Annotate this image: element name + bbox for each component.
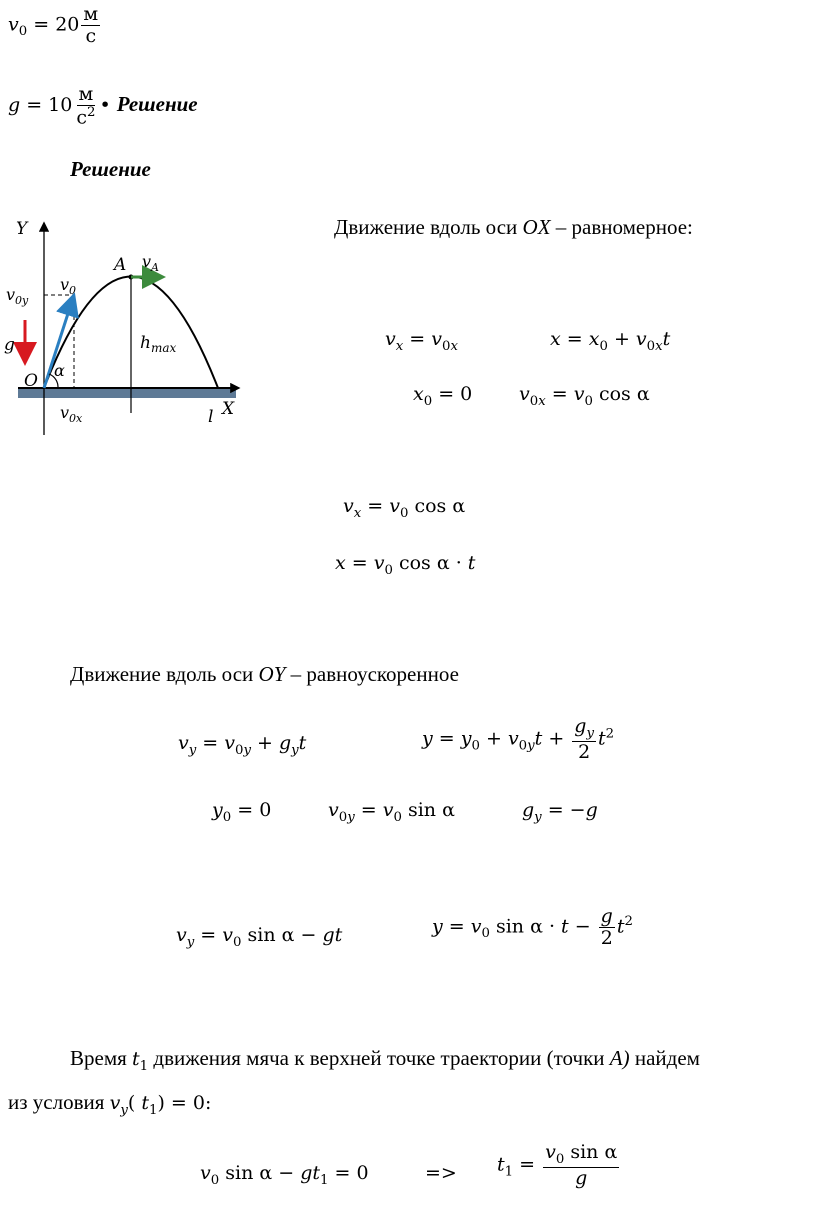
bullet-glyph: • xyxy=(99,94,111,117)
ground xyxy=(18,388,236,398)
svg-text:vA: $v_A$ xyxy=(142,252,159,274)
eq-v0y: $v_{0y} = v_0$ sin α xyxy=(328,799,455,825)
ox-motion-text: Движение вдоль оси OX – равномерное: xyxy=(334,215,693,239)
condition-text: из условия $v_y$( $t_1) = 0$: xyxy=(8,1090,212,1118)
eq-v0x: $v_{0x} = v_0$ cos α xyxy=(519,383,650,409)
hmax-label: $h_{max}$ xyxy=(140,333,177,355)
v0y-label: $v_{0y}$ xyxy=(6,285,29,307)
v0-label: $v_0$ xyxy=(60,275,77,297)
given-g: g = 10 $\frac{м}{с^2}$ • Решение xyxy=(8,83,198,129)
given-v0: $v_0 = 20$ $\frac{м}{с}$ xyxy=(8,3,99,47)
eq-x-final: $x = v_0$ cos α · t xyxy=(335,552,476,578)
eq-vy: $v_y = v_{0y} + g_yt$ xyxy=(178,732,307,758)
oy-motion-text: Движение вдоль оси OY – равноускоренное xyxy=(70,662,459,686)
origin-label: O xyxy=(24,371,38,391)
eq-x0: $x_0 = 0$ xyxy=(413,383,473,409)
eq-y-motion: $y = y_0 + v_{0y}t$ + $\frac{g_y}{2}$ $t^2$ xyxy=(422,715,615,764)
y-axis-label: Y xyxy=(16,219,28,239)
inline-solution-label: Решение xyxy=(116,92,198,117)
point-a-label: A xyxy=(114,255,127,275)
eq-vx-v0x: $v_x = v_{0x}$ xyxy=(385,328,458,354)
implies-arrow: => xyxy=(425,1162,457,1184)
eq-vx-final: $v_x = v_0$ cos α xyxy=(343,495,466,521)
alpha-label: α xyxy=(54,361,65,380)
g-label: g xyxy=(4,335,15,355)
projectile-figure xyxy=(0,210,250,440)
time-text: Время $t_1$ движения мяча к верхней точке траектории (точки A) найдем xyxy=(70,1046,700,1074)
x-axis-label: X xyxy=(222,399,235,419)
eq-y0: $y_0 = 0$ xyxy=(212,799,272,825)
v0x-label: $v_{0x}$ xyxy=(60,403,83,425)
eq-t1: $t_1$ = $\frac{v_0 \sin \alpha}{g}$ xyxy=(497,1141,618,1190)
solution-heading: Решение xyxy=(70,157,151,181)
eq-time-condition: $v_0$ $\sin \alpha - gt_1 = 0$ xyxy=(200,1162,369,1188)
eq-x-motion: $x = x_0 + v_{0x}t$ xyxy=(550,328,671,354)
eq-gy: $g_y = -g$ xyxy=(522,799,598,825)
l-label: l xyxy=(208,407,214,427)
eq-vy-final: $v_y = v_0$ sin α − gt xyxy=(176,924,343,950)
eq-y-final: $y = v_0$ sin α · t − $\frac{g}{2}$ $t^2$ xyxy=(432,905,633,949)
